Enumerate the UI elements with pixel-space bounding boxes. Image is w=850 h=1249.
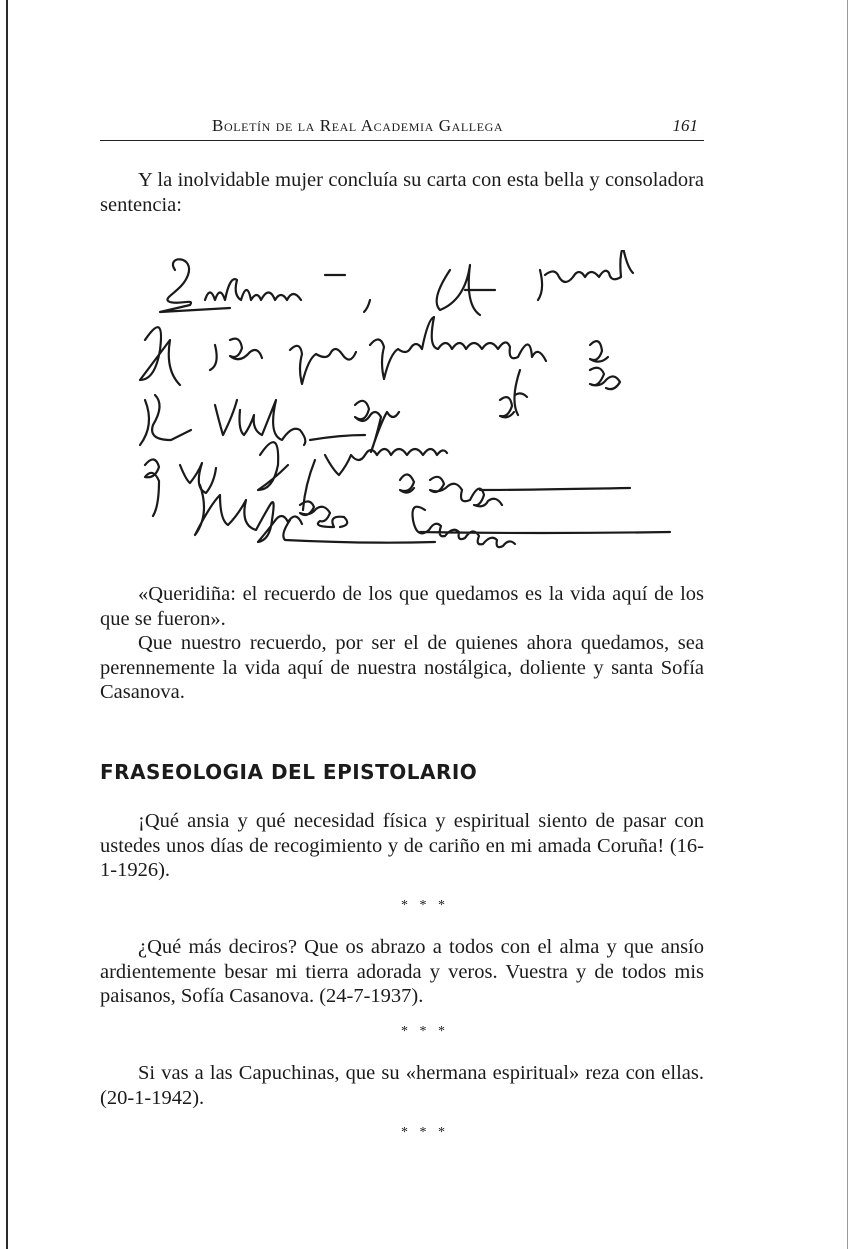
separator: * * * bbox=[401, 1125, 449, 1140]
handwriting-stroke bbox=[258, 442, 288, 490]
handwriting-stroke bbox=[195, 485, 302, 542]
separator: * * * bbox=[401, 898, 449, 913]
handwriting-stroke bbox=[290, 346, 356, 384]
handwriting-stroke bbox=[500, 370, 527, 417]
intro-paragraph: Y la inolvidable mujer concluía su carta con esta bella y consoladora sentencia: bbox=[100, 169, 704, 216]
handwriting-stroke bbox=[590, 368, 620, 389]
running-head: Boletín de la Real Academia Gallega bbox=[212, 116, 504, 135]
quote-paragraph: Si vas a las Capuchinas, que su «hermana espiritual» reza con ellas. (20-1-1942). bbox=[100, 1062, 704, 1109]
handwriting-stroke bbox=[355, 401, 399, 452]
handwriting-stroke bbox=[400, 474, 630, 506]
section-title: FRASEOLOGIA DEL EPISTOLARIO bbox=[100, 760, 478, 784]
handwriting-stroke bbox=[140, 327, 262, 385]
closing-paragraph: Que nuestro recuerdo, por ser el de quienes ahora quedamos, sea perennemente la vida aquí de nuestra nostálgica, doliente y santa Sofía Casanova. bbox=[100, 632, 704, 703]
header-rule bbox=[100, 140, 704, 141]
handwriting-stroke bbox=[437, 265, 495, 315]
handwriting-stroke bbox=[215, 400, 305, 445]
handwriting-stroke bbox=[283, 501, 435, 542]
handwriting-stroke bbox=[205, 279, 301, 300]
quote-paragraph: ¡Qué ansia y qué necesidad física y espiritual siento de pasar con ustedes unos días de recogimiento y de cariño en mi amada Coruña! (16-1-1926). bbox=[100, 810, 704, 881]
page-edge-right bbox=[847, 0, 848, 1249]
handwriting-stroke bbox=[413, 507, 671, 547]
quote-paragraph: ¿Qué más deciros? Que os abrazo a todos con el alma y que ansío ardientemente besar mi tierra adorada y veros. Vuestra y de todos mis paisanos, Sofía Casanova. (24-7-1937). bbox=[100, 936, 704, 1007]
handwriting-stroke bbox=[303, 435, 447, 510]
handwriting-stroke bbox=[160, 259, 230, 312]
page-edge-left bbox=[6, 0, 8, 1249]
transcription-paragraph: «Queridiña: el recuerdo de los que quedamos es la vida aquí de los que se fueron». bbox=[100, 583, 704, 630]
separator: * * * bbox=[401, 1024, 449, 1039]
page-number: 161 bbox=[672, 116, 698, 135]
handwriting-stroke bbox=[140, 395, 191, 445]
handwritten-note-image bbox=[120, 250, 700, 550]
handwriting-stroke bbox=[538, 250, 633, 300]
handwriting-stroke bbox=[145, 459, 216, 516]
page-header bbox=[100, 114, 704, 142]
handwriting-stroke bbox=[325, 275, 370, 312]
handwriting-stroke bbox=[590, 341, 608, 361]
